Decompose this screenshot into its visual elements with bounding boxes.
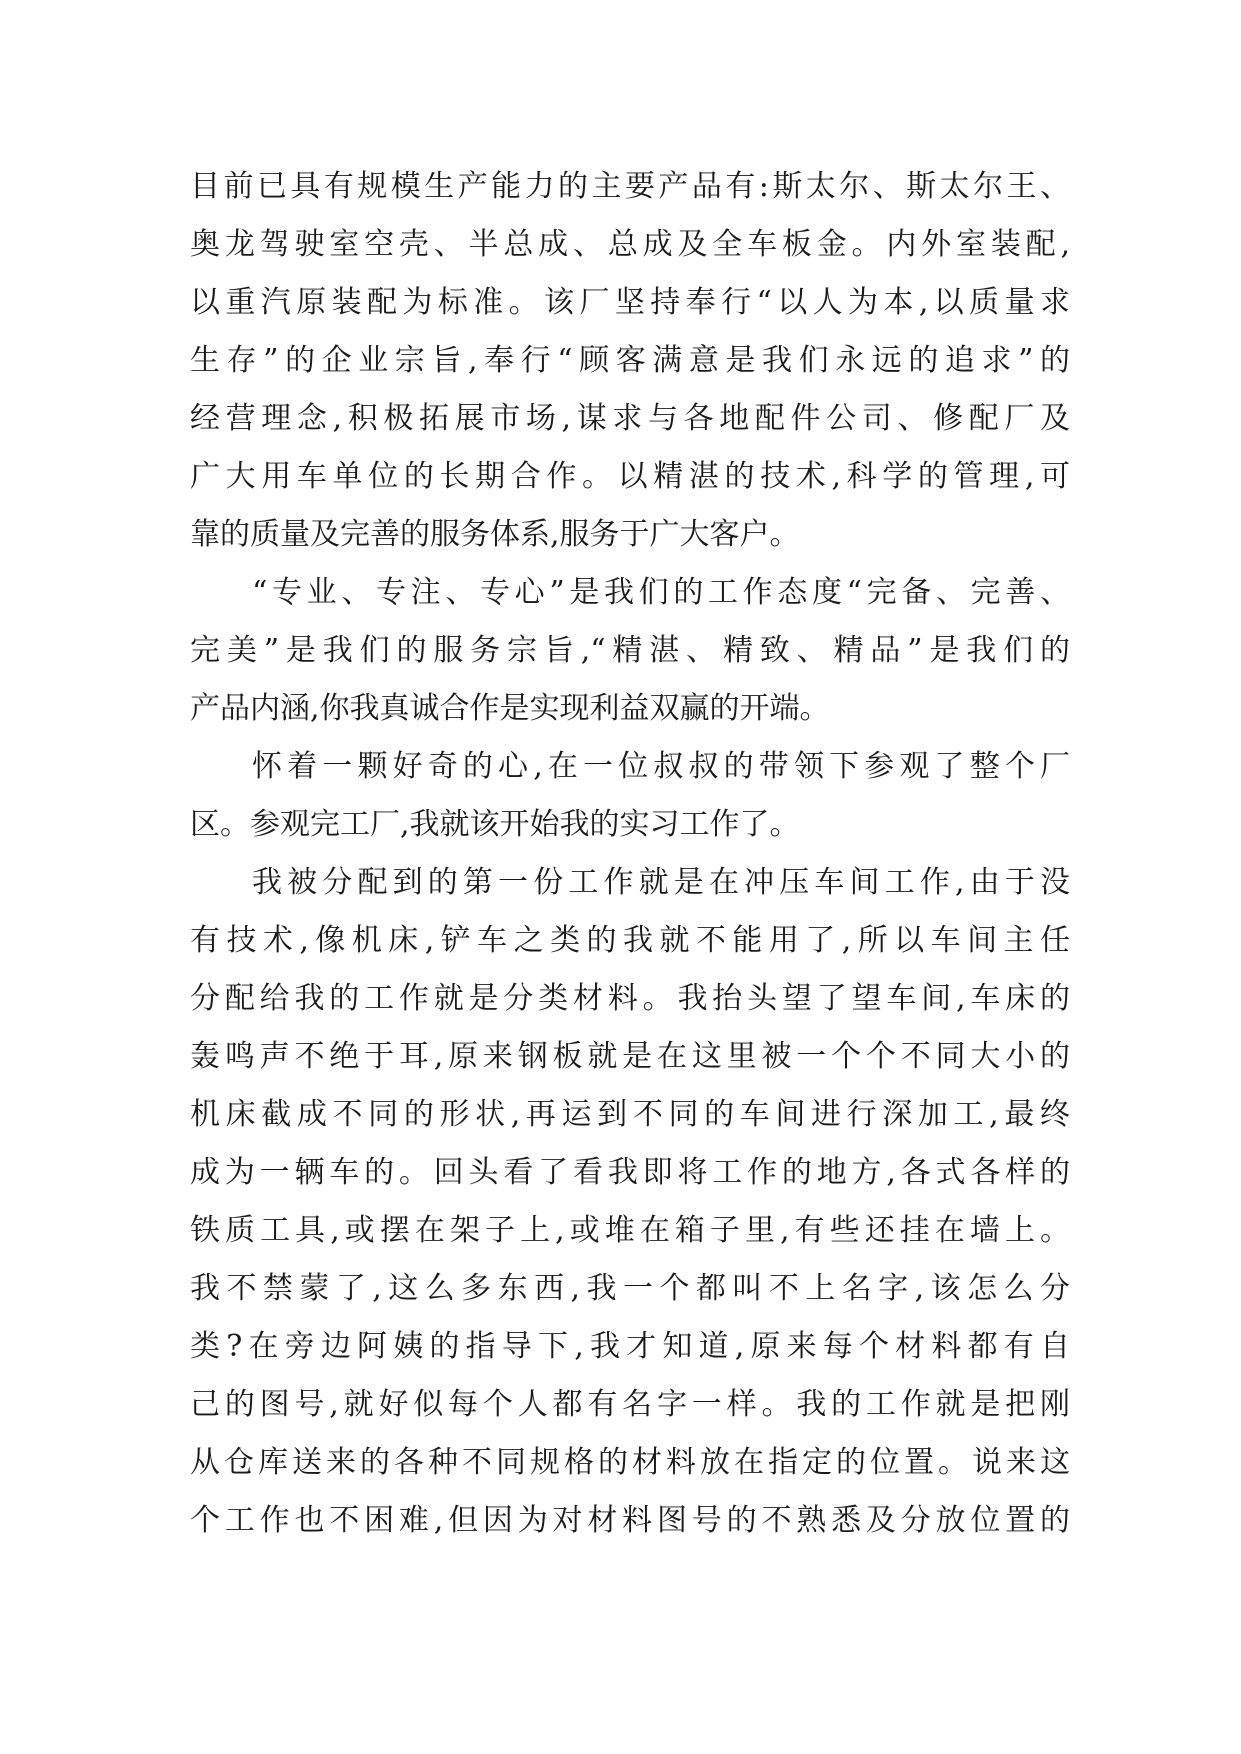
body-text bbox=[190, 158, 1070, 1550]
text-line: 目前已具有规模生产能力的主要产品有:斯太尔、斯太尔王、 bbox=[190, 169, 1070, 204]
text-line: 成为一辆车的。回头看了看我即将工作的地方,各式各样的 bbox=[190, 1155, 1070, 1190]
text-line: 我被分配到的第一份工作就是在冲压车间工作,由于没 bbox=[252, 865, 1070, 900]
text-line: 轰鸣声不绝于耳,原来钢板就是在这里被一个个不同大小的 bbox=[190, 1039, 1070, 1074]
paragraph bbox=[190, 158, 1070, 564]
paragraph bbox=[190, 738, 1070, 854]
text-line: 以重汽原装配为标准。该厂坚持奉行“以人为本,以质量求 bbox=[190, 285, 1070, 320]
text-line: 完美”是我们的服务宗旨,“精湛、精致、精品”是我们的 bbox=[190, 633, 1070, 668]
text-line: 我不禁蒙了,这么多东西,我一个都叫不上名字,该怎么分 bbox=[190, 1271, 1070, 1306]
text-line: 类?在旁边阿姨的指导下,我才知道,原来每个材料都有自 bbox=[190, 1329, 1070, 1364]
text-line: “专业、专注、专心”是我们的工作态度“完备、完善、 bbox=[252, 575, 1070, 610]
text-line: 机床截成不同的形状,再运到不同的车间进行深加工,最终 bbox=[190, 1097, 1070, 1132]
text-line: 靠的质量及完善的服务体系,服务于广大客户。 bbox=[190, 517, 800, 552]
text-line: 铁质工具,或摆在架子上,或堆在箱子里,有些还挂在墙上。 bbox=[190, 1213, 1070, 1248]
text-line: 区。参观完工厂,我就该开始我的实习工作了。 bbox=[190, 807, 800, 842]
text-line: 生存”的企业宗旨,奉行“顾客满意是我们永远的追求”的 bbox=[190, 343, 1070, 378]
text-line: 怀着一颗好奇的心,在一位叔叔的带领下参观了整个厂 bbox=[252, 749, 1070, 784]
text-line: 产品内涵,你我真诚合作是实现利益双赢的开端。 bbox=[190, 691, 830, 726]
text-line: 经营理念,积极拓展市场,谋求与各地配件公司、修配厂及 bbox=[190, 401, 1070, 436]
text-line: 己的图号,就好似每个人都有名字一样。我的工作就是把刚 bbox=[190, 1387, 1070, 1422]
text-line: 分配给我的工作就是分类材料。我抬头望了望车间,车床的 bbox=[190, 981, 1070, 1016]
paragraph bbox=[190, 854, 1070, 1550]
text-line: 有技术,像机床,铲车之类的我就不能用了,所以车间主任 bbox=[190, 923, 1070, 958]
text-line: 从仓库送来的各种不同规格的材料放在指定的位置。说来这 bbox=[190, 1445, 1070, 1480]
text-line: 奥龙驾驶室空壳、半总成、总成及全车板金。内外室装配, bbox=[190, 227, 1070, 262]
text-line: 广大用车单位的长期合作。以精湛的技术,科学的管理,可 bbox=[190, 459, 1070, 494]
paragraph bbox=[190, 564, 1070, 738]
text-line: 个工作也不困难,但因为对材料图号的不熟悉及分放位置的 bbox=[190, 1503, 1070, 1538]
